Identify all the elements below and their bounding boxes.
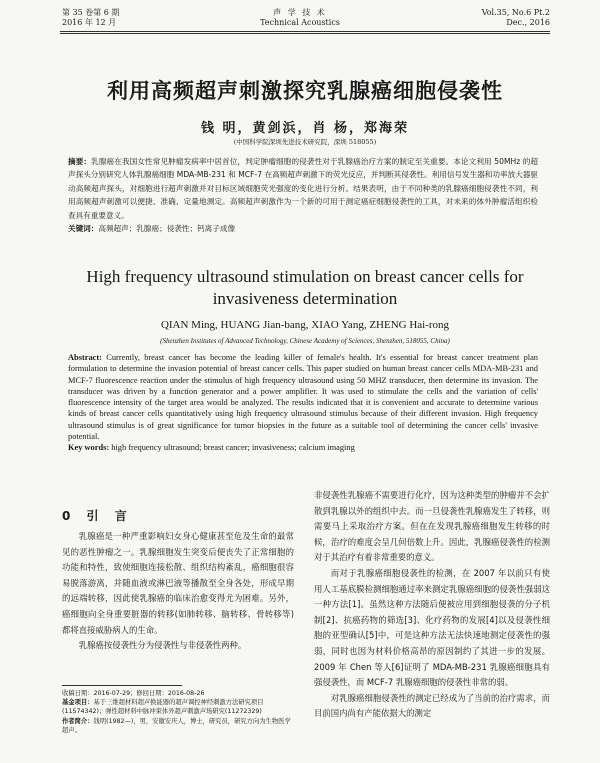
abstract-cn-label: 摘要： <box>68 157 92 166</box>
journal-issue <box>62 8 119 28</box>
journal-volume-cn: 第 35 卷第 6 期 <box>62 8 120 17</box>
fund-note <box>62 698 294 716</box>
header-rule-thin <box>60 33 550 34</box>
footnote-rule <box>62 685 182 686</box>
left-column <box>62 529 294 654</box>
journal-volume-en: Vol.35, No.6 Pt.2 <box>481 8 550 17</box>
footnotes <box>62 689 294 735</box>
keywords-en: high frequency ultrasound; breast cancer; invasiveness; calcium imaging <box>111 443 355 453</box>
author-text: 钱明(1982—)，男，安徽安庆人，博士，研究员，研究方向为生物医学超声。 <box>62 717 291 734</box>
abstract-en-text: Currently, breast cancer has become the leading killer of female's health. It's essential for breast cancer treatment plan formulation to determine the invasion potential of breast cancer cells. This paper studied on human breast cancer cells MDA-MB-231 and MCF-7 fluorescence reaction under the stimulus of high frequency ultrasound using 50 MHZ transducer, then determine its invasion. The transducer was driven by a function generator and a power amplifier. It was used to stimulate the cells and the variation of cells' fluorescence intensity of the target area would be analyzed. The results indicated that it is convenient and accurate to determine various kinds of breast cancer cells quantitatively using high frequency ultrasound stimulus because of their different invasion. High frequency ultrasound stimulus is of great significance for tumor biopsies in the future as a suitable tool of determining the cancer cells' invasive potential. <box>68 353 538 442</box>
keywords-cn-label: 关键词： <box>68 224 99 234</box>
journal-date-en: Dec., 2016 <box>506 18 550 27</box>
journal-name-en: Technical Acoustics <box>260 18 340 27</box>
fund-label: 基金项目： <box>62 699 94 707</box>
authors-cn: 钱 明，黄剑浜，肖 杨，郑海荣 <box>200 121 410 136</box>
fund-text: 基于三维超材料超声换能器的超声调控神经刺激方法研究项目(11574342)；弹性超材料中脉冲束体外超声刺激声场研究(11272329) <box>62 699 264 716</box>
paragraph: 乳腺癌是一种严重影响妇女身心健康甚至危及生命的最常见的恶性肿瘤之一。乳腺细胞发生突变后便丧失了正常细胞的功能和特性，致使细胞连接松散、组织结构紊乱，癌细胞很容易脱落游离，并随血液或淋巴液等播散至全身各处，形成早期的远端转移，因此使乳腺癌的临床治愈变得尤为困难。另外，癌细胞向全身重要脏器的转移(如肺转移、脑转移、骨转移等)都将直接威胁病人的生命。 <box>62 531 294 635</box>
keywords-cn: 高频超声；乳腺癌；侵袭性；钙离子成像 <box>98 224 236 234</box>
paragraph: 非侵袭性乳腺癌不需要进行化疗，因为这种类型的肿瘤并不会扩散到乳腺以外的组织中去。而一旦侵袭性乳腺癌发生了转移，则需要马上采取治疗方案。但在在发现乳腺癌细胞发生转移的时候，治疗的难度会呈几何倍数上升。因此，乳腺癌侵袭性的检测对于其治疗有着非常重要的意义。 <box>314 490 550 563</box>
abstract-cn-text: 乳腺癌在我国女性常见肿瘤发病率中居首位，判定肿瘤细胞的侵袭性对于乳腺癌治疗方案的制定至关重要。本论文利用 50MHz 的超声探头分别研究人体乳腺癌细胞 MDA-MB-231 和 MCF-7 在高频超声刺激下的荧光反应，并判断其侵袭性。利用信号发生器和功率放大器驱动高频超声探头，对细胞进行超声刺激并对目标区域细胞荧光强度的变化进行分析。结果表明，由于不同种类的乳腺癌细胞侵袭性不同，利用高频超声刺激可以便捷、准确、定量地测定。高频超声刺激作为一个新的可用于测定癌症细胞侵袭性的工具，对未来的体外肿瘤活组织检查具有重要意义。 <box>68 157 539 220</box>
journal-name <box>230 8 370 28</box>
header-rule <box>60 31 550 32</box>
paragraph: 对乳腺癌细胞侵袭性的测定已经成为了当前的治疗需求，而目前国内尚有产能依据大的测定 <box>314 692 550 719</box>
title-cn: 利用高频超声刺激探究乳腺癌细胞侵袭性 <box>107 79 503 103</box>
authors-en: QIAN Ming, HUANG Jian-bang, XIAO Yang, ZHENG Hai-rong <box>160 319 450 331</box>
keywords-en-label: Key words: <box>68 443 110 453</box>
abstract-cn <box>68 155 538 235</box>
affiliation-cn: (中国科学院深圳先进技术研究院，深圳 518055) <box>233 138 377 146</box>
right-column <box>314 488 550 722</box>
author-label: 作者简介： <box>62 717 94 725</box>
paragraph: 乳腺癌按侵袭性分为侵袭性与非侵袭性两种。 <box>78 640 247 651</box>
author-note <box>62 717 294 735</box>
abstract-en-label: Abstract: <box>68 353 102 362</box>
received-date: 收稿日期：2016-07-29；修回日期：2016-08-26 <box>62 690 205 697</box>
title-en: High frequency ultrasound stimulation on breast cancer cells for invasiveness determination <box>86 267 524 308</box>
journal-volume <box>482 8 550 28</box>
journal-name-cn: 声 学 技 术 <box>273 8 327 17</box>
paragraph: 而对于乳腺癌细胞侵袭性的检测，在 2007 年以前只有使用人工基底膜检测细胞通过率来测定乳腺癌细胞的侵袭性强弱这一种方法[1]。虽然这种方法随后便被应用到细胞侵袭的分子机制[2]、抗癌药物的筛选[3]、化疗药物的发展[4]以及侵袭性细胞的亚型确认[5]中，可是这种方法无法快速地测定侵袭性的强弱，同时也因为材料价格高昂的原因制约了其进一步的发展。2009 年 Chen 等人[6]证明了 MDA-MB-231 乳腺癌细胞具有强侵袭性，而 MCF-7 乳腺癌细胞的侵袭性非常的弱。 <box>314 567 550 688</box>
abstract-en <box>68 352 538 454</box>
affiliation-en: (Shenzhen Institutes of Advanced Technology, Chinese Academy of Sciences, Shenzhen, 518055, China) <box>160 337 450 345</box>
journal-date-cn: 2016 年 12 月 <box>62 18 117 27</box>
section-heading: 0 引 言 <box>62 509 133 523</box>
